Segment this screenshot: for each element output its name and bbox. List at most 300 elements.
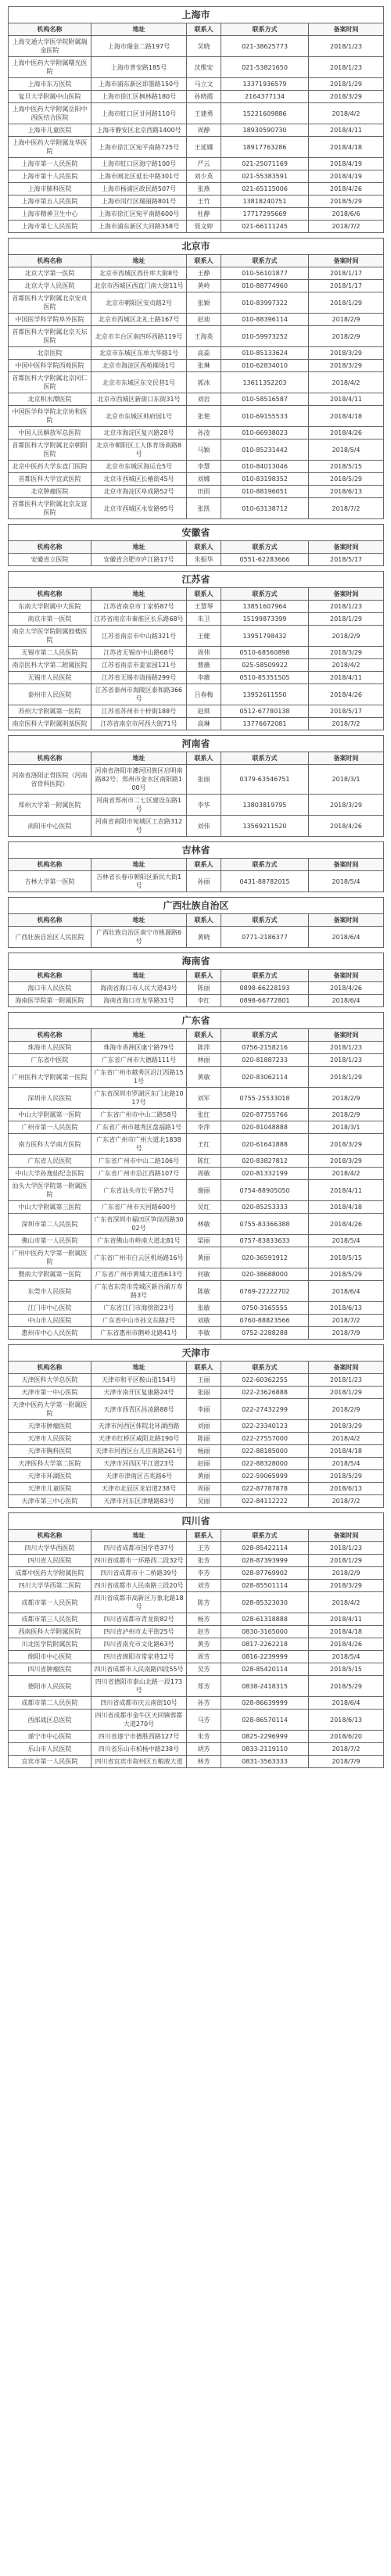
table-cell: 广东省江门市海傍街23号 [91, 1302, 187, 1315]
table-cell: 遂宁市中心医院 [9, 1731, 91, 1743]
table-cell: 复旦大学附属中山医院 [9, 91, 91, 103]
column-header: 地址 [91, 541, 187, 554]
table-row [9, 280, 384, 292]
table-cell: 四川省宜宾市叙州区五粮液大道 [91, 1756, 187, 1768]
table-cell: 020-36591912 [221, 1247, 309, 1268]
table-cell: 0551-62283666 [221, 554, 309, 566]
hospital-table [8, 6, 384, 233]
column-header: 备案时间 [309, 1530, 384, 1542]
table-cell: 2018/1/29 [309, 613, 384, 626]
section-title-row [9, 572, 384, 588]
column-header: 机构名称 [9, 1362, 91, 1374]
table-cell: 佛山市第一人民医院 [9, 1235, 91, 1247]
table-cell: 黄丽 [187, 1470, 221, 1483]
header-row [9, 914, 384, 927]
table-cell: 2018/4/2 [309, 1168, 384, 1180]
table-row [9, 221, 384, 233]
table-cell: 李华 [187, 795, 221, 816]
table-cell: 田雨 [187, 486, 221, 498]
table-cell: 王海英 [187, 326, 221, 347]
column-header: 机构名称 [9, 255, 91, 267]
section-table [8, 1344, 383, 1508]
table-row [9, 170, 384, 183]
table-cell: 南京市第一医院 [9, 613, 91, 626]
table-cell: 四川省成都市人民南路三段20号 [91, 1580, 187, 1592]
table-cell: 2018/5/29 [309, 473, 384, 486]
table-cell: 0510-68560898 [221, 647, 309, 659]
table-cell: 江苏省无锡市清扬路299号 [91, 672, 187, 684]
table-cell: 2018/1/29 [309, 292, 384, 314]
table-cell: 2018/3/1 [309, 1121, 384, 1134]
table-cell: 2018/4/19 [309, 158, 384, 170]
table-row [9, 406, 384, 427]
table-cell: 杜静 [187, 208, 221, 221]
table-cell: 林敏 [187, 1214, 221, 1235]
section-table [8, 6, 383, 233]
table-cell: 广东省惠州市鹅岭北路41号 [91, 1327, 187, 1340]
table-cell: 黄芳 [187, 1638, 221, 1651]
table-cell: 沈维安 [187, 57, 221, 78]
section-table [8, 524, 383, 566]
table-cell: 赵丽 [187, 1458, 221, 1470]
table-cell: 0752-2288288 [221, 1327, 309, 1340]
table-cell: 2018/6/4 [309, 927, 384, 948]
table-cell: 021-53821650 [221, 57, 309, 78]
table-cell: 天津市和平区鞍山道154号 [91, 1374, 187, 1387]
table-cell: 2018/4/26 [309, 183, 384, 196]
table-row [9, 196, 384, 208]
table-cell: 高琳 [187, 718, 221, 730]
column-header: 备案时间 [309, 914, 384, 927]
table-cell: 黄岭 [187, 280, 221, 292]
table-cell: 0379-63546751 [221, 765, 309, 795]
table-row [9, 647, 384, 659]
table-cell: 吴晓 [187, 36, 221, 57]
table-row [9, 326, 384, 347]
table-cell: 上海市徐汇区枫林路180号 [91, 91, 187, 103]
table-cell: 王建勇 [187, 103, 221, 124]
table-cell: 上海市精神卫生中心 [9, 208, 91, 221]
table-row [9, 1756, 384, 1768]
table-cell: 北京市西城区长椿街45号 [91, 473, 187, 486]
table-cell: 广东省广州市黄埔大道西613号 [91, 1268, 187, 1281]
table-cell: 胡芳 [187, 1743, 221, 1756]
table-cell: 2018/7/2 [309, 718, 384, 730]
table-cell: 2018/4/18 [309, 1626, 384, 1638]
table-cell: 010-85133624 [221, 347, 309, 360]
hospital-table [8, 1512, 384, 1768]
table-cell: 028-85323030 [221, 1592, 309, 1613]
section-table [8, 897, 383, 948]
table-cell: 北京市东城区帅府园1号 [91, 406, 187, 427]
table-cell: 2018/5/17 [309, 554, 384, 566]
table-cell: 郑州大学第一附属医院 [9, 795, 91, 816]
table-cell: 宜宾市第一人民医院 [9, 1756, 91, 1768]
section-title-row [9, 953, 384, 970]
table-cell: 孙芳 [187, 1697, 221, 1710]
table-cell: 028-85420114 [221, 1663, 309, 1676]
table-cell: 020-81887233 [221, 1054, 309, 1067]
hospital-table [8, 897, 384, 948]
table-cell: 13569211520 [221, 816, 309, 837]
table-cell: 北京医院 [9, 347, 91, 360]
table-cell: 刘敏 [187, 1315, 221, 1327]
table-cell: 天津市西青区昌凌路88号 [91, 1399, 187, 1420]
table-cell: 吴红 [187, 1201, 221, 1214]
table-cell: 朱卫 [187, 613, 221, 626]
table-cell: 曹薇 [187, 659, 221, 672]
table-cell: 2018/1/23 [309, 36, 384, 57]
column-header: 联系人 [187, 1029, 221, 1042]
table-cell: 北京肿瘤医院 [9, 486, 91, 498]
column-header: 机构名称 [9, 541, 91, 554]
table-row [9, 554, 384, 566]
table-cell: 028-61318888 [221, 1613, 309, 1626]
header-row [9, 1029, 384, 1042]
table-row [9, 816, 384, 837]
column-header: 联系方式 [221, 1029, 309, 1042]
table-cell: 河南省南阳市宛城区工农路312号 [91, 816, 187, 837]
table-cell: 2018/1/17 [309, 280, 384, 292]
table-cell: 2018/2/9 [309, 626, 384, 647]
header-row [9, 23, 384, 36]
table-cell: 2018/4/26 [309, 684, 384, 705]
table-cell: 张敏 [187, 1302, 221, 1315]
table-cell: 珠海市人民医院 [9, 1042, 91, 1054]
table-cell: 李萍 [187, 1121, 221, 1134]
column-header: 联系方式 [221, 541, 309, 554]
table-cell: 陈芳 [187, 1592, 221, 1613]
table-cell: 022-27432299 [221, 1399, 309, 1420]
table-cell: 2018/5/15 [309, 461, 384, 473]
column-header: 联系人 [187, 541, 221, 554]
table-cell: 刘芳 [187, 1580, 221, 1592]
table-cell: 广东省汕头市长平路57号 [91, 1180, 187, 1201]
table-cell: 南方医科大学南方医院 [9, 1134, 91, 1155]
table-cell: 13776672081 [221, 718, 309, 730]
table-row [9, 927, 384, 948]
table-cell: 梁丽 [187, 1235, 221, 1247]
table-cell: 中国医学科学院阜外医院 [9, 314, 91, 326]
table-cell: 马立文 [187, 78, 221, 91]
table-cell: 2018/4/26 [309, 427, 384, 439]
column-header: 地址 [91, 914, 187, 927]
table-cell: 周伟 [187, 647, 221, 659]
table-cell: 天津市第三中心医院 [9, 1495, 91, 1508]
table-row [9, 1327, 384, 1340]
header-row [9, 588, 384, 601]
table-cell: 成都市第三人民医院 [9, 1613, 91, 1626]
table-cell: 0754-88905050 [221, 1180, 309, 1201]
table-row [9, 267, 384, 280]
header-row [9, 541, 384, 554]
table-row [9, 36, 384, 57]
table-cell: 赵迪 [187, 314, 221, 326]
table-cell: 0512-67780138 [221, 705, 309, 718]
table-cell: 上海市静安区北京西路1400号 [91, 124, 187, 137]
table-row [9, 1470, 384, 1483]
table-cell: 周敏 [187, 1168, 221, 1180]
table-cell: 广东省中山市孙文东路2号 [91, 1315, 187, 1327]
table-cell: 中山市人民医院 [9, 1315, 91, 1327]
table-cell: 2018/4/18 [309, 137, 384, 158]
table-cell: 孙凌 [187, 427, 221, 439]
column-header: 联系人 [187, 23, 221, 36]
table-cell: 0817-2262218 [221, 1638, 309, 1651]
table-cell: 0771-2186377 [221, 927, 309, 948]
table-row [9, 1387, 384, 1399]
table-cell: 东莞市人民医院 [9, 1281, 91, 1302]
table-cell: 广东省广州市白云区机场路16号 [91, 1247, 187, 1268]
table-row [9, 765, 384, 795]
table-cell: 0898-66772801 [221, 995, 309, 1007]
table-cell: 天津市第一中心医院 [9, 1387, 91, 1399]
table-cell: 010-83198352 [221, 473, 309, 486]
table-row [9, 1567, 384, 1580]
table-cell: 2018/4/18 [309, 1201, 384, 1214]
table-row [9, 1710, 384, 1731]
table-cell: 上海市虹口区海宁路100号 [91, 158, 187, 170]
table-cell: 泰州市人民医院 [9, 684, 91, 705]
section-title: 海南省 [9, 953, 384, 970]
table-cell: 18917763286 [221, 137, 309, 158]
column-header: 联系方式 [221, 1530, 309, 1542]
column-header: 机构名称 [9, 914, 91, 927]
table-row [9, 1168, 384, 1180]
hospital-table [8, 238, 384, 519]
table-row [9, 672, 384, 684]
table-cell: 四川省成都市高新区万象北路18号 [91, 1592, 187, 1613]
table-cell: 江苏省南京市河西大街71号 [91, 718, 187, 730]
table-row [9, 1638, 384, 1651]
table-cell: 广西壮族自治区南宁市桃源路6号 [91, 927, 187, 948]
table-cell: 上海市闸北区延长中路301号 [91, 170, 187, 183]
table-cell: 何敏 [187, 1268, 221, 1281]
section-table [8, 735, 383, 837]
table-row [9, 601, 384, 613]
section-title-row [9, 842, 384, 859]
table-cell: 0756-2158216 [221, 1042, 309, 1054]
table-row [9, 1155, 384, 1168]
table-cell: 010-88396114 [221, 314, 309, 326]
table-cell: 四川省成都市庆云南街10号 [91, 1697, 187, 1710]
table-cell: 028-85422114 [221, 1542, 309, 1555]
table-cell: 上海中医药大学附属岳阳中西医结合医院 [9, 103, 91, 124]
table-row [9, 439, 384, 461]
table-cell: 北京中医药大学东直门医院 [9, 461, 91, 473]
table-cell: 北京市朝阳区安贞路2号 [91, 292, 187, 314]
table-cell: 绵阳市中心医院 [9, 1651, 91, 1663]
table-cell: 杨丽 [187, 1445, 221, 1458]
table-cell: 北京市东城区东单大华路1号 [91, 347, 187, 360]
column-header: 备案时间 [309, 588, 384, 601]
table-cell: 吉林省长春市朝阳区新民大街1号 [91, 871, 187, 892]
table-row [9, 347, 384, 360]
table-row [9, 1042, 384, 1054]
table-row [9, 1054, 384, 1067]
table-row [9, 372, 384, 393]
table-cell: 2018/2/9 [309, 314, 384, 326]
table-row [9, 314, 384, 326]
table-row [9, 137, 384, 158]
table-cell: 2018/5/29 [309, 196, 384, 208]
table-cell: 010-63138712 [221, 498, 309, 519]
column-header: 联系人 [187, 859, 221, 871]
table-row [9, 427, 384, 439]
table-cell: 2018/5/15 [309, 1247, 384, 1268]
table-cell: 上海市第七人民医院 [9, 221, 91, 233]
table-row [9, 1495, 384, 1508]
column-header: 备案时间 [309, 255, 384, 267]
table-row [9, 1268, 384, 1281]
table-row [9, 1676, 384, 1697]
table-row [9, 1458, 384, 1470]
table-row [9, 461, 384, 473]
table-cell: 李红 [187, 995, 221, 1007]
table-row [9, 1180, 384, 1201]
table-cell: 张颖 [187, 292, 221, 314]
column-header: 备案时间 [309, 541, 384, 554]
table-cell: 张燕 [187, 183, 221, 196]
table-cell: 海南省海口市龙华路31号 [91, 995, 187, 1007]
table-cell: 2018/4/11 [309, 1613, 384, 1626]
table-cell: 010-59973252 [221, 326, 309, 347]
table-row [9, 183, 384, 196]
table-cell: 李芳 [187, 1567, 221, 1580]
hospital-table [8, 841, 384, 892]
table-cell: 2018/3/29 [309, 360, 384, 372]
table-cell: 022-87787878 [221, 1483, 309, 1495]
table-cell: 张红 [187, 1109, 221, 1121]
table-cell: 上海市徐汇区宛平南路600号 [91, 208, 187, 221]
table-cell: 上海市普安路185号 [91, 57, 187, 78]
table-cell: 天津市河西区体院北环湖西路 [91, 1420, 187, 1433]
table-cell: 天津市南开区复康路24号 [91, 1387, 187, 1399]
table-cell: 2018/5/4 [309, 439, 384, 461]
section-title: 广西壮族自治区 [9, 898, 384, 914]
table-cell: 0831-3563333 [221, 1756, 309, 1768]
table-cell: 北京大学人民医院 [9, 280, 91, 292]
table-cell: 首都医科大学附属北京天坛医院 [9, 326, 91, 347]
table-cell: 13803819795 [221, 795, 309, 816]
table-cell: 吴芳 [187, 1663, 221, 1676]
hospital-table [8, 1012, 384, 1340]
table-row [9, 158, 384, 170]
table-cell: 首都医科大学附属北京朝阳医院 [9, 439, 91, 461]
header-row [9, 859, 384, 871]
table-cell: 0838-2418315 [221, 1676, 309, 1697]
table-cell: 上海市闵行区瑞丽路801号 [91, 196, 187, 208]
table-cell: 天津市红桥区咸阳北路190号 [91, 1433, 187, 1445]
table-cell: 张丽 [187, 1387, 221, 1399]
table-cell: 天津市胸科医院 [9, 1445, 91, 1458]
table-cell: 0510-85351505 [221, 672, 309, 684]
table-cell: 天津市环湖医院 [9, 1470, 91, 1483]
table-cell: 天津市北辰区龙岩道238号 [91, 1483, 187, 1495]
table-cell: 四川大学华西医院 [9, 1542, 91, 1555]
column-header: 备案时间 [309, 970, 384, 982]
table-cell: 2018/1/23 [309, 1042, 384, 1054]
table-cell: 四川省成都市人民南路四段55号 [91, 1663, 187, 1676]
table-cell: 川北医学院附属医院 [9, 1638, 91, 1651]
column-header: 机构名称 [9, 859, 91, 871]
table-cell: 0898-66228193 [221, 982, 309, 995]
table-cell: 2018/2/9 [309, 1399, 384, 1420]
table-cell: 河南省洛阳市瀍河回族区启明南路82号；郑州市金水区南阳路100号 [91, 765, 187, 795]
table-cell: 2018/5/15 [309, 1663, 384, 1676]
table-cell: 上海市徐汇区宛平南路725号 [91, 137, 187, 158]
section-title: 天津市 [9, 1345, 384, 1362]
table-cell: 北京积水潭医院 [9, 393, 91, 406]
table-cell: 2018/4/26 [309, 816, 384, 837]
table-cell: 南京医科大学附属明基医院 [9, 718, 91, 730]
table-row [9, 1555, 384, 1567]
table-cell: 2018/4/18 [309, 406, 384, 427]
table-cell: 0755-25533018 [221, 1088, 309, 1109]
table-cell: 首都医科大学附属北京安贞医院 [9, 292, 91, 314]
table-cell: 广东省佛山市岭南大道北81号 [91, 1235, 187, 1247]
column-header: 联系人 [187, 970, 221, 982]
table-cell: 上海市浦东新区大同路358号 [91, 221, 187, 233]
hospital-table [8, 571, 384, 730]
table-cell: 上海市瑞金二路197号 [91, 36, 187, 57]
table-cell: 天津市人民医院 [9, 1433, 91, 1445]
table-cell: 刘伟 [187, 816, 221, 837]
table-cell: 四川省南充市文化路63号 [91, 1638, 187, 1651]
column-header: 备案时间 [309, 752, 384, 765]
table-cell: 赵芳 [187, 1626, 221, 1638]
table-cell: 周芳 [187, 1651, 221, 1663]
table-cell: 2018/4/11 [309, 1180, 384, 1201]
table-cell: 13952611550 [221, 684, 309, 705]
table-cell: 海南省海口市人民大道43号 [91, 982, 187, 995]
table-cell: 王健 [187, 626, 221, 647]
table-cell: 2018/7/9 [309, 1327, 384, 1340]
table-cell: 严云 [187, 158, 221, 170]
table-cell: 深圳市人民医院 [9, 1088, 91, 1109]
table-cell: 李慧 [187, 461, 221, 473]
table-cell: 021-55383591 [221, 170, 309, 183]
column-header: 联系人 [187, 752, 221, 765]
table-cell: 北京市西城区西什库大街8号 [91, 267, 187, 280]
table-cell: 2018/1/29 [309, 1067, 384, 1088]
table-row [9, 1109, 384, 1121]
table-cell: 黄晓 [187, 927, 221, 948]
table-cell: 020-85253333 [221, 1201, 309, 1214]
table-cell: 天津市河西区平江道23号 [91, 1458, 187, 1470]
table-cell: 成都中医药大学附属医院 [9, 1567, 91, 1580]
table-cell: 北京市西城区永安路95号 [91, 498, 187, 519]
table-cell: 刘少英 [187, 170, 221, 183]
table-cell: 2018/4/11 [309, 124, 384, 137]
table-cell: 北京市海淀区复兴路28号 [91, 427, 187, 439]
table-cell: 四川省遂宁市德胜西路127号 [91, 1731, 187, 1743]
column-header: 地址 [91, 23, 187, 36]
table-cell: 上海市肺科医院 [9, 183, 91, 196]
column-header: 联系方式 [221, 859, 309, 871]
table-cell: 2018/2/9 [309, 1567, 384, 1580]
table-cell: 周丽 [187, 1483, 221, 1495]
table-cell: 13818240751 [221, 196, 309, 208]
table-row [9, 1592, 384, 1613]
table-cell: 林丽 [187, 1054, 221, 1067]
table-cell: 张芳 [187, 1555, 221, 1567]
table-cell: 2018/4/2 [309, 659, 384, 672]
table-cell: 天津医科大学第二医院 [9, 1458, 91, 1470]
section-title: 吉林省 [9, 842, 384, 859]
table-cell: 王静 [187, 267, 221, 280]
table-cell: 广东省深圳市罗湖区东门北路1017号 [91, 1088, 187, 1109]
